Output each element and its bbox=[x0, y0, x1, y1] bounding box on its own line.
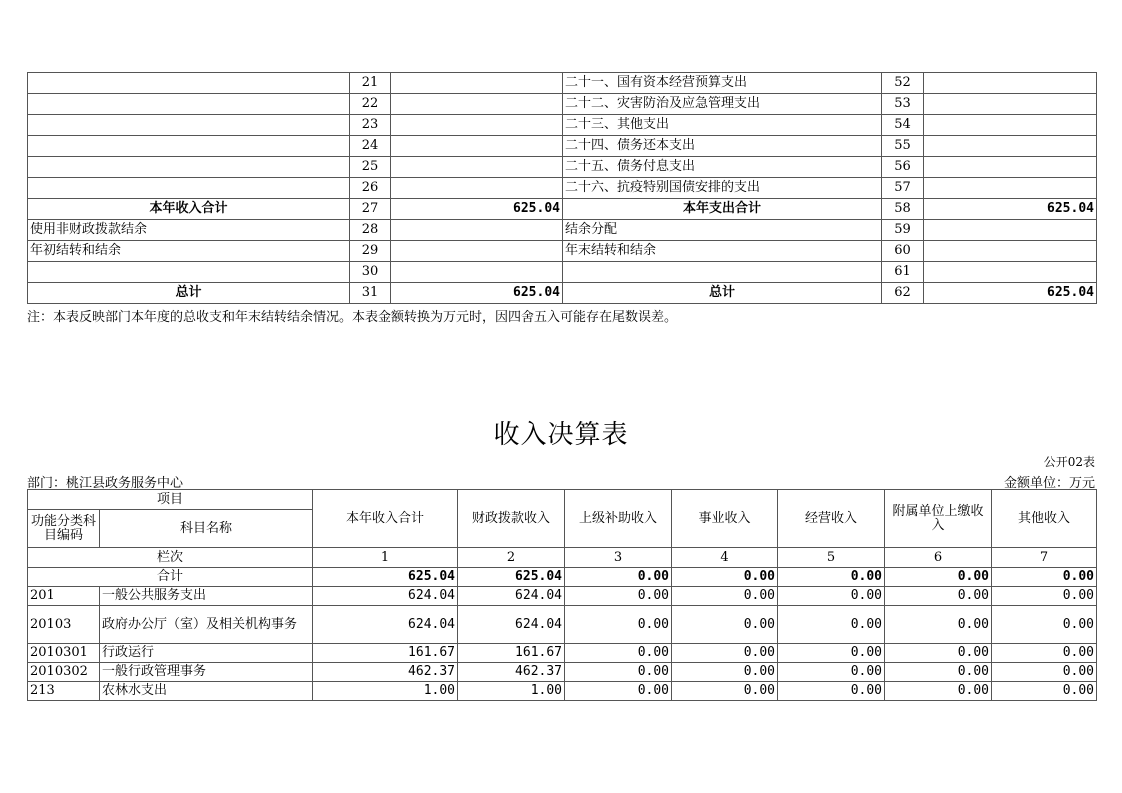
cell-value: 0.00 bbox=[778, 587, 885, 606]
cell-right-amount bbox=[924, 94, 1097, 115]
cell-right-no: 52 bbox=[882, 73, 924, 94]
total-label: 合计 bbox=[28, 568, 313, 587]
cell-right-label: 二十一、国有资本经营预算支出 bbox=[563, 73, 882, 94]
cell-right-label: 二十四、债务还本支出 bbox=[563, 136, 882, 157]
cell-right-label: 二十六、抗疫特别国债安排的支出 bbox=[563, 178, 882, 199]
cell-value: 0.00 bbox=[885, 587, 992, 606]
cell-left-amount bbox=[391, 262, 563, 283]
cell-right-no: 62 bbox=[882, 283, 924, 304]
cell-value: 0.00 bbox=[778, 682, 885, 701]
cell-right-no: 59 bbox=[882, 220, 924, 241]
table-row bbox=[28, 157, 1097, 178]
cell-left-amount bbox=[391, 94, 563, 115]
cell-value: 161.67 bbox=[458, 644, 565, 663]
cell-value: 624.04 bbox=[458, 587, 565, 606]
cell-value: 462.37 bbox=[313, 663, 458, 682]
table-row bbox=[28, 115, 1097, 136]
cell-left-amount bbox=[391, 115, 563, 136]
cell-left-amount bbox=[391, 220, 563, 241]
header-col-3: 上级补助收入 bbox=[565, 490, 672, 548]
header-col-1: 本年收入合计 bbox=[313, 490, 458, 548]
cell-code: 20103 bbox=[28, 606, 100, 644]
amount-unit-label: 金额单位：万元 bbox=[1003, 476, 1095, 491]
cell-right-label: 总计 bbox=[563, 283, 882, 304]
cell-right-amount bbox=[924, 115, 1097, 136]
header-col-7: 其他收入 bbox=[992, 490, 1097, 548]
cell-value: 0.00 bbox=[778, 606, 885, 644]
cell-value: 0.00 bbox=[885, 663, 992, 682]
header-col-4: 事业收入 bbox=[672, 490, 778, 548]
cell-left-label bbox=[28, 157, 350, 178]
cell-right-no: 60 bbox=[882, 241, 924, 262]
total-value: 0.00 bbox=[565, 568, 672, 587]
col-number-3: 3 bbox=[565, 548, 672, 568]
col-number-1: 1 bbox=[313, 548, 458, 568]
income-expenditure-summary-table bbox=[27, 72, 1097, 304]
total-value: 625.04 bbox=[313, 568, 458, 587]
cell-value: 0.00 bbox=[672, 663, 778, 682]
cell-name: 一般行政管理事务 bbox=[100, 663, 313, 682]
table-row bbox=[28, 136, 1097, 157]
cell-left-amount: 625.04 bbox=[391, 283, 563, 304]
cell-right-amount bbox=[924, 262, 1097, 283]
cell-left-label: 本年收入合计 bbox=[28, 199, 350, 220]
cell-name: 农林水支出 bbox=[100, 682, 313, 701]
cell-value: 0.00 bbox=[992, 682, 1097, 701]
page-title: 收入决算表 bbox=[493, 420, 629, 450]
cell-right-no: 58 bbox=[882, 199, 924, 220]
table-row bbox=[28, 241, 1097, 262]
cell-code: 2010302 bbox=[28, 663, 100, 682]
cell-right-label: 结余分配 bbox=[563, 220, 882, 241]
col-number-4: 4 bbox=[672, 548, 778, 568]
header-row-label: 栏次 bbox=[28, 548, 313, 568]
cell-value: 0.00 bbox=[565, 663, 672, 682]
table-row bbox=[28, 199, 1097, 220]
header-col-2: 财政拨款收入 bbox=[458, 490, 565, 548]
cell-left-label: 总计 bbox=[28, 283, 350, 304]
cell-right-amount bbox=[924, 241, 1097, 262]
table-row bbox=[28, 220, 1097, 241]
cell-right-label bbox=[563, 262, 882, 283]
table-row bbox=[28, 262, 1097, 283]
cell-name: 政府办公厅（室）及相关机构事务 bbox=[100, 606, 313, 644]
cell-left-amount bbox=[391, 241, 563, 262]
cell-value: 161.67 bbox=[313, 644, 458, 663]
table-row bbox=[28, 606, 1097, 644]
form-number: 公开02表 bbox=[1043, 455, 1095, 469]
cell-left-no: 26 bbox=[350, 178, 391, 199]
cell-name: 行政运行 bbox=[100, 644, 313, 663]
cell-right-label: 二十三、其他支出 bbox=[563, 115, 882, 136]
cell-value: 0.00 bbox=[672, 682, 778, 701]
cell-value: 0.00 bbox=[565, 682, 672, 701]
table-row bbox=[28, 283, 1097, 304]
cell-left-label: 年初结转和结余 bbox=[28, 241, 350, 262]
cell-name: 一般公共服务支出 bbox=[100, 587, 313, 606]
col-number-2: 2 bbox=[458, 548, 565, 568]
cell-left-label bbox=[28, 73, 350, 94]
cell-value: 0.00 bbox=[885, 682, 992, 701]
header-code: 功能分类科目编码 bbox=[28, 510, 100, 548]
table-row bbox=[28, 663, 1097, 682]
cell-left-no: 27 bbox=[350, 199, 391, 220]
cell-value: 0.00 bbox=[992, 663, 1097, 682]
cell-right-no: 54 bbox=[882, 115, 924, 136]
cell-left-label bbox=[28, 115, 350, 136]
table-row bbox=[28, 682, 1097, 701]
cell-right-label: 二十二、灾害防治及应急管理支出 bbox=[563, 94, 882, 115]
cell-value: 0.00 bbox=[778, 644, 885, 663]
table-row bbox=[28, 587, 1097, 606]
cell-right-amount bbox=[924, 136, 1097, 157]
cell-value: 0.00 bbox=[565, 644, 672, 663]
cell-value: 0.00 bbox=[672, 606, 778, 644]
cell-right-no: 61 bbox=[882, 262, 924, 283]
cell-value: 0.00 bbox=[565, 587, 672, 606]
cell-left-no: 28 bbox=[350, 220, 391, 241]
cell-left-amount: 625.04 bbox=[391, 199, 563, 220]
cell-right-amount bbox=[924, 178, 1097, 199]
income-statement-table bbox=[27, 489, 1097, 701]
cell-value: 624.04 bbox=[313, 587, 458, 606]
cell-right-amount: 625.04 bbox=[924, 283, 1097, 304]
cell-left-amount bbox=[391, 178, 563, 199]
total-value: 0.00 bbox=[672, 568, 778, 587]
header-item: 项目 bbox=[28, 490, 313, 510]
cell-code: 2010301 bbox=[28, 644, 100, 663]
cell-value: 0.00 bbox=[672, 587, 778, 606]
col-number-6: 6 bbox=[885, 548, 992, 568]
cell-left-no: 21 bbox=[350, 73, 391, 94]
cell-left-no: 24 bbox=[350, 136, 391, 157]
cell-left-label bbox=[28, 262, 350, 283]
col-number-7: 7 bbox=[992, 548, 1097, 568]
cell-value: 0.00 bbox=[565, 606, 672, 644]
table-note: 注：本表反映部门本年度的总收支和年末结转结余情况。本表金额转换为万元时，因四舍五入可能存在尾数误差。 bbox=[27, 310, 678, 325]
cell-left-no: 23 bbox=[350, 115, 391, 136]
cell-code: 201 bbox=[28, 587, 100, 606]
table-row bbox=[28, 178, 1097, 199]
cell-value: 0.00 bbox=[885, 606, 992, 644]
table-row bbox=[28, 644, 1097, 663]
cell-right-label: 年末结转和结余 bbox=[563, 241, 882, 262]
cell-left-amount bbox=[391, 136, 563, 157]
cell-left-no: 30 bbox=[350, 262, 391, 283]
cell-value: 0.00 bbox=[672, 644, 778, 663]
cell-right-label: 二十五、债务付息支出 bbox=[563, 157, 882, 178]
cell-left-no: 22 bbox=[350, 94, 391, 115]
cell-right-label: 本年支出合计 bbox=[563, 199, 882, 220]
cell-value: 1.00 bbox=[313, 682, 458, 701]
department-label: 部门：桃江县政务服务中心 bbox=[27, 476, 184, 491]
total-value: 0.00 bbox=[778, 568, 885, 587]
cell-right-no: 55 bbox=[882, 136, 924, 157]
cell-value: 624.04 bbox=[458, 606, 565, 644]
cell-left-no: 25 bbox=[350, 157, 391, 178]
cell-left-label bbox=[28, 136, 350, 157]
cell-value: 0.00 bbox=[778, 663, 885, 682]
cell-value: 624.04 bbox=[313, 606, 458, 644]
cell-left-amount bbox=[391, 73, 563, 94]
cell-left-label bbox=[28, 178, 350, 199]
cell-right-no: 56 bbox=[882, 157, 924, 178]
cell-value: 0.00 bbox=[992, 644, 1097, 663]
table-row bbox=[28, 94, 1097, 115]
header-col-5: 经营收入 bbox=[778, 490, 885, 548]
cell-left-label bbox=[28, 94, 350, 115]
total-value: 0.00 bbox=[885, 568, 992, 587]
cell-right-amount: 625.04 bbox=[924, 199, 1097, 220]
cell-left-no: 29 bbox=[350, 241, 391, 262]
cell-value: 0.00 bbox=[992, 606, 1097, 644]
col-number-5: 5 bbox=[778, 548, 885, 568]
cell-left-amount bbox=[391, 157, 563, 178]
table-row bbox=[28, 73, 1097, 94]
cell-value: 0.00 bbox=[885, 644, 992, 663]
total-value: 625.04 bbox=[458, 568, 565, 587]
cell-left-no: 31 bbox=[350, 283, 391, 304]
cell-right-amount bbox=[924, 157, 1097, 178]
header-col-6: 附属单位上缴收入 bbox=[885, 490, 992, 548]
cell-left-label: 使用非财政拨款结余 bbox=[28, 220, 350, 241]
cell-right-no: 53 bbox=[882, 94, 924, 115]
cell-value: 1.00 bbox=[458, 682, 565, 701]
total-value: 0.00 bbox=[992, 568, 1097, 587]
cell-value: 0.00 bbox=[992, 587, 1097, 606]
cell-code: 213 bbox=[28, 682, 100, 701]
cell-right-amount bbox=[924, 73, 1097, 94]
cell-right-no: 57 bbox=[882, 178, 924, 199]
cell-value: 462.37 bbox=[458, 663, 565, 682]
cell-right-amount bbox=[924, 220, 1097, 241]
header-name: 科目名称 bbox=[100, 510, 313, 548]
